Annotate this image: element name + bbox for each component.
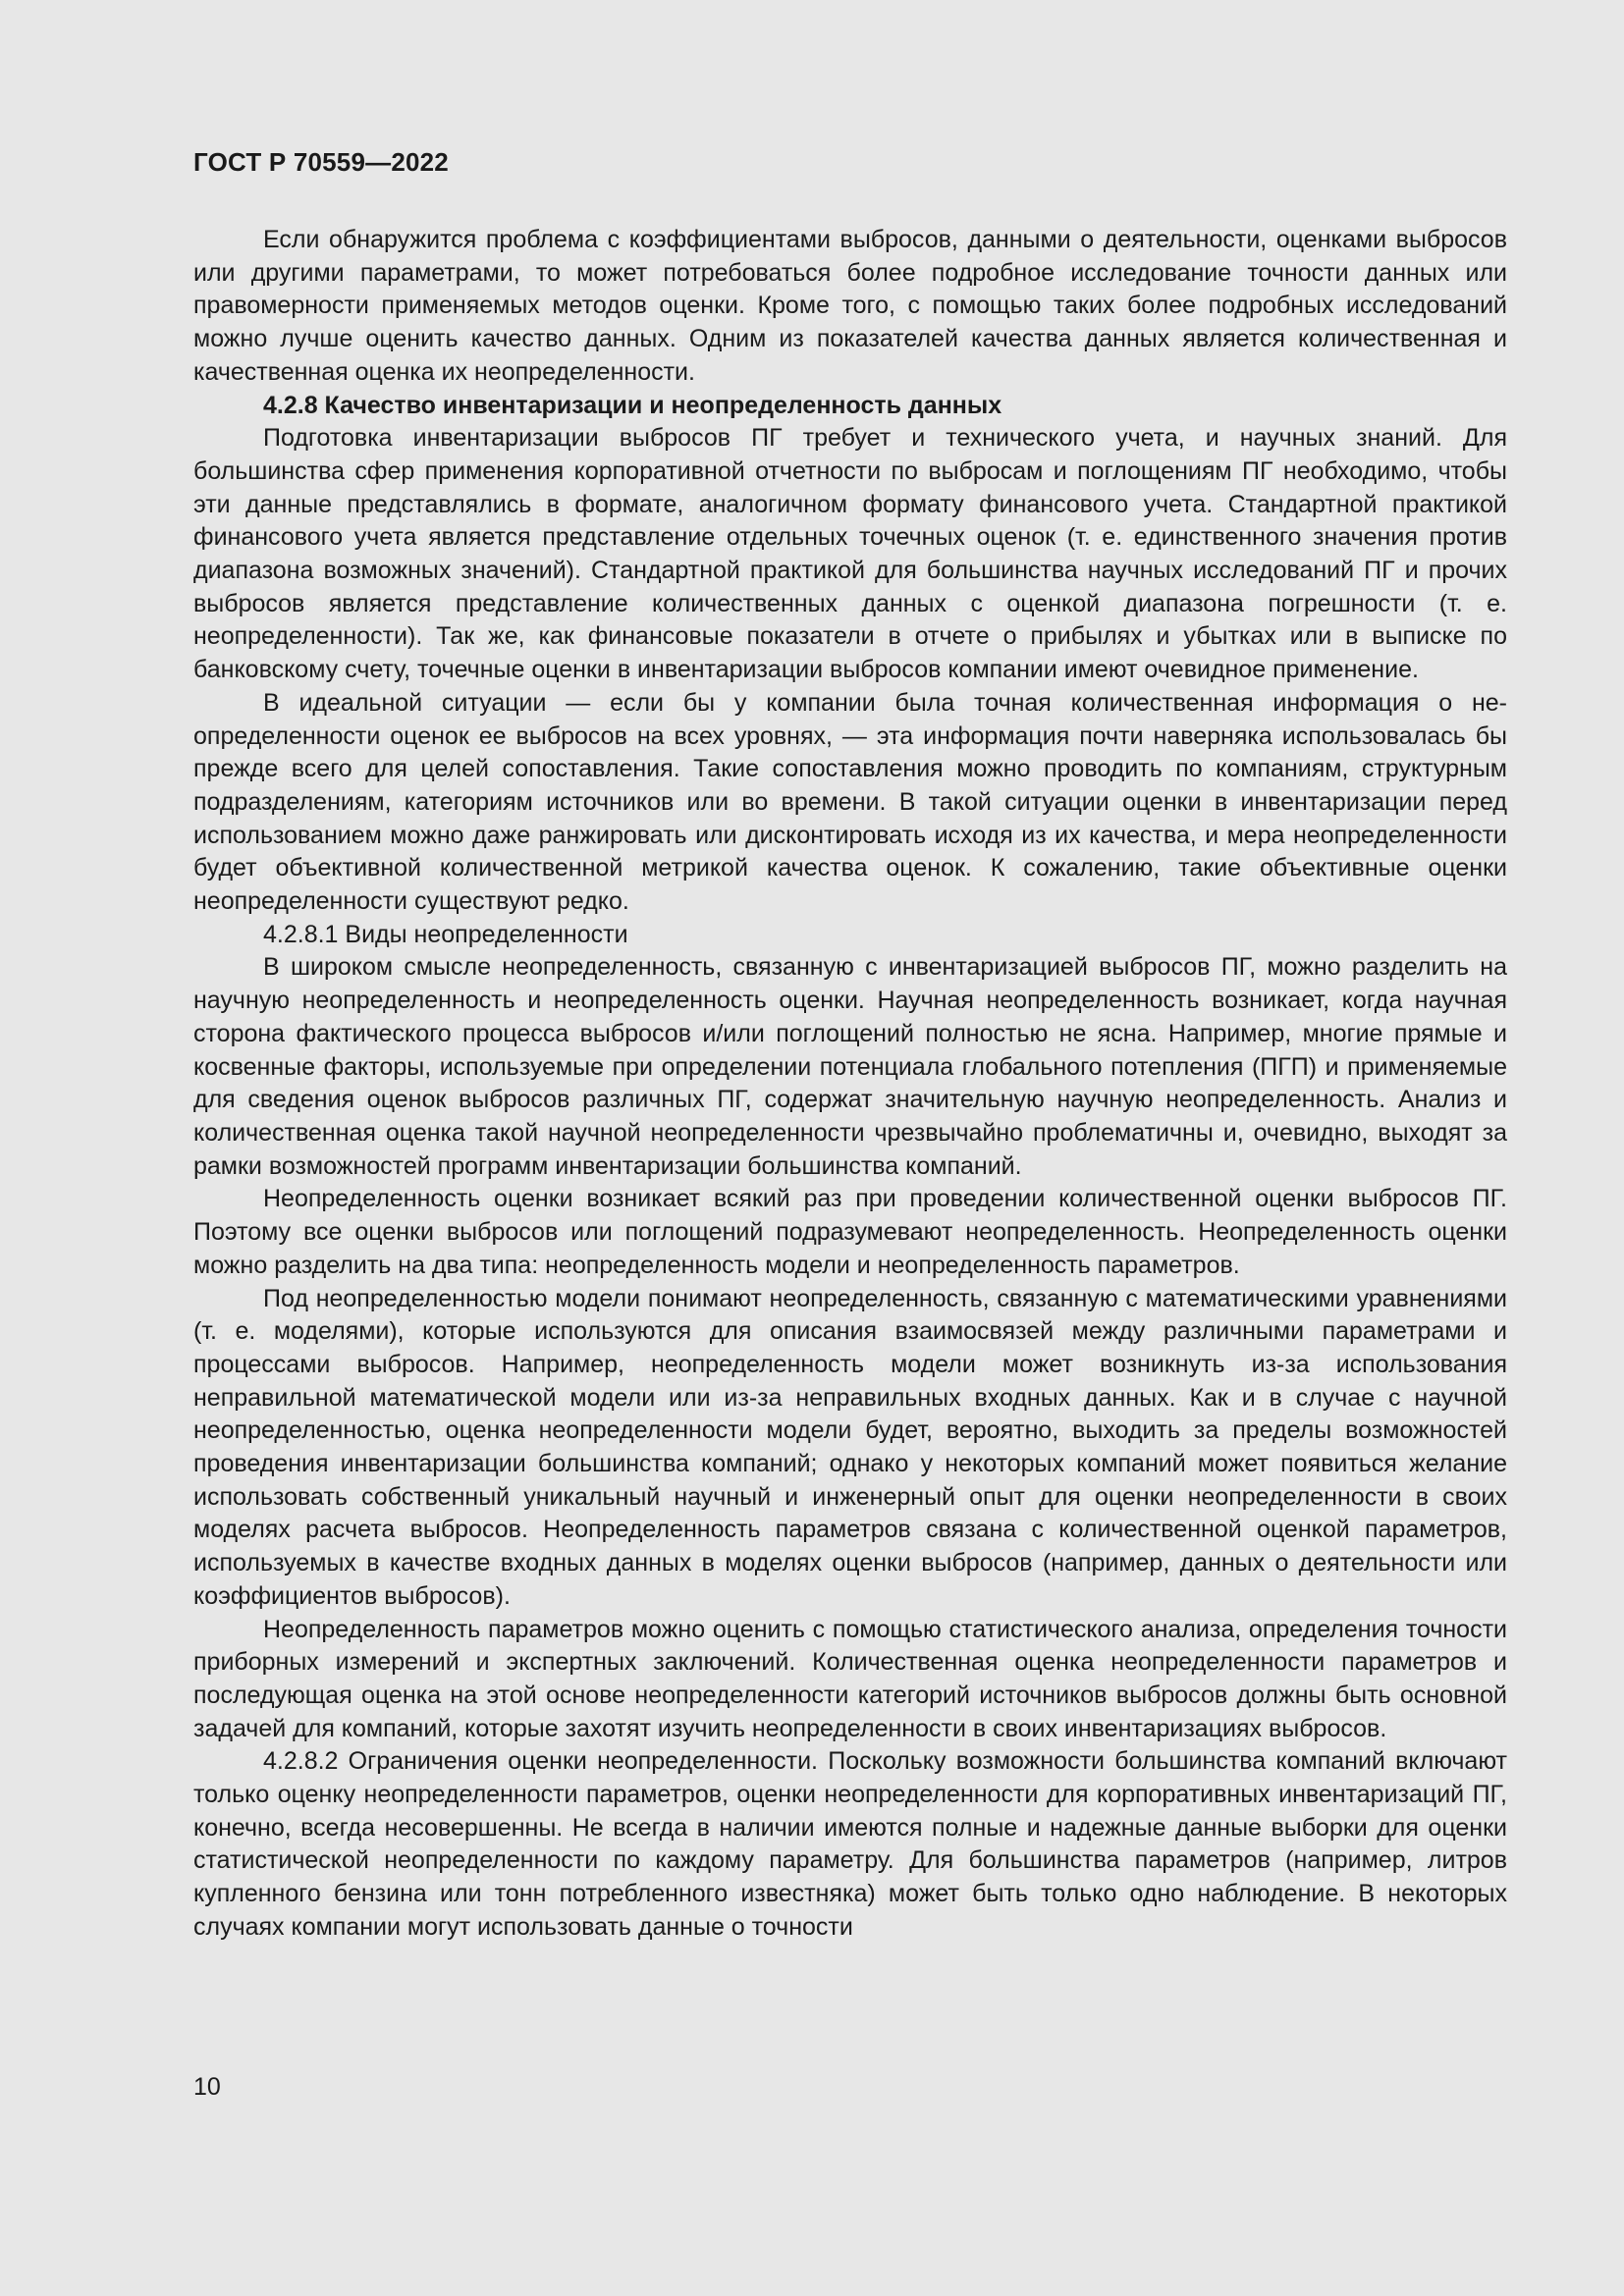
paragraph-intro: Если обнаружится проблема с коэффициентами выбросов, данными о деятельности, оценками выбросов или другими параметрами, то может потребоваться более подробное исследование точности данных или правомерности применяемых методов оценки. Кроме того, с помощью таких более подробных исследований можно лучше оценить качество данных. Одним из показателей качества данных является количественная и качественная оценка их неопределенности. [193, 226, 1507, 386]
paragraph-model-uncertainty: Под неопределенностью модели понимают неопределенность, связанную с математическими уравнениями (т. е. моделями), которые используются для описания взаимосвязей между различными параметрами и процессами выбросов. Например, неопределенность модели может возникнуть из-за использования неправильной математической модели или из-за неправильных входных данных. Как и в случае с научной неопределенностью, оценка неопределенности модели будет, вероятно, выходить за пределы возможностей проведения инвентаризации большинства компаний; однако у некоторых компаний может появиться желание использовать собственный уникальный научный и инженерный опыт для оценки неопределенности в своих моделях расчета выбросов. Неопределенность параметров связана с количественной оценкой параметров, используемых в качестве входных данных в моделях оценки выбросов (например, данных о деятельности или коэффициентов выбросов). [193, 1284, 1507, 1610]
paragraph-ideal-situation: В идеальной ситуации — если бы у компании была точная количественная информация о неопределенности оценок ее выбросов на всех уровнях, — эта информация почти наверняка использовалась бы прежде всего для целей сопоставления. Такие сопоставления можно проводить по компаниям, структурным подразделениям, категориям источников или во времени. В такой ситуации оценки в инвентаризации перед использованием можно даже ранжировать или дисконтировать исходя из их качества, и мера неопределенности будет объективной количественной метрикой качества оценок. К сожалению, такие объективные оценки неопределенности существуют редко. [193, 688, 1507, 916]
paragraph-scientific-uncertainty: В широком смысле неопределенность, связанную с инвентаризацией выбросов ПГ, можно разделить на научную неопределенность и неопределенность оценки. Научная неопределенность возникает, когда научная сторона фактического процесса выбросов и/или поглощений полностью не ясна. Например, многие прямые и косвенные факторы, используемые при определении потенциала глобального потепления (ПГП) и применяемые для сведения оценок выбросов различных ПГ, содержат значительную научную неопределенность. Анализ и количественная оценка такой научной неопределенности чрезвычайно проблематичны и, очевидно, выходят за рамки возможностей программ инвентаризации большинства компаний. [193, 953, 1507, 1180]
document-body [193, 224, 1507, 1945]
page-number: 10 [193, 2073, 221, 2101]
section-heading-4-2-8: 4.2.8 Качество инвентаризации и неопределенность данных [263, 391, 1002, 419]
paragraph-inventory-preparation: Подготовка инвентаризации выбросов ПГ требует и технического учета, и научных знаний. Для большинства сфер применения корпоративной отчетности по выбросам и поглощениям ПГ необходимо, чтобы эти данные представлялись в формате, аналогичном формату финансового учета. Стандартной практикой финансового учета является представление отдельных точечных оценок (т. е. единственного значения против диапазона возможных значений). Стандартной практикой для большинства научных исследований ПГ и прочих выбросов является представление количественных данных с оценкой диапазона погрешности (т. е. неопределенности). Так же, как финансовые показатели в отчете о прибылях и убытках или в выписке по банковскому счету, точечные оценки в инвентаризации выбросов компании имеют очевидное применение. [193, 424, 1507, 684]
paragraph-estimation-uncertainty: Неопределенность оценки возникает всякий раз при проведении количественной оценки выбросов ПГ. Поэтому все оценки выбросов или поглощений подразумевают неопределенность. Неопределенность оценки можно разделить на два типа: неопределенность модели и неопределенность параметров. [193, 1185, 1507, 1279]
paragraph-parameter-uncertainty: Неопределенность параметров можно оценить с помощью статистического анализа, определения точности приборных измерений и экспертных заключений. Количественная оценка неопределенности параметров и последующая оценка на этой основе неопределенности категорий источников выбросов должны быть основной задачей для компаний, которые захотят изучить неопределенности в своих инвентаризациях выбросов. [193, 1615, 1507, 1742]
subsection-heading-4-2-8-1: 4.2.8.1 Виды неопределенности [263, 920, 628, 948]
document-header: ГОСТ Р 70559—2022 [193, 147, 449, 177]
paragraph-limitations-4-2-8-2: 4.2.8.2 Ограничения оценки неопределенности. Поскольку возможности большинства компаний включают только оценку неопределенности параметров, оценки неопределенности для корпоративных инвентаризаций ПГ, конечно, всегда несовершенны. Не всегда в наличии имеются полные и надежные данные выборки для оценки статистической неопределенности по каждому параметру. Для большинства параметров (например, литров купленного бензина или тонн потребленного известняка) может быть только одно наблюдение. В некоторых случаях компании могут использовать данные о точности [193, 1747, 1507, 1941]
